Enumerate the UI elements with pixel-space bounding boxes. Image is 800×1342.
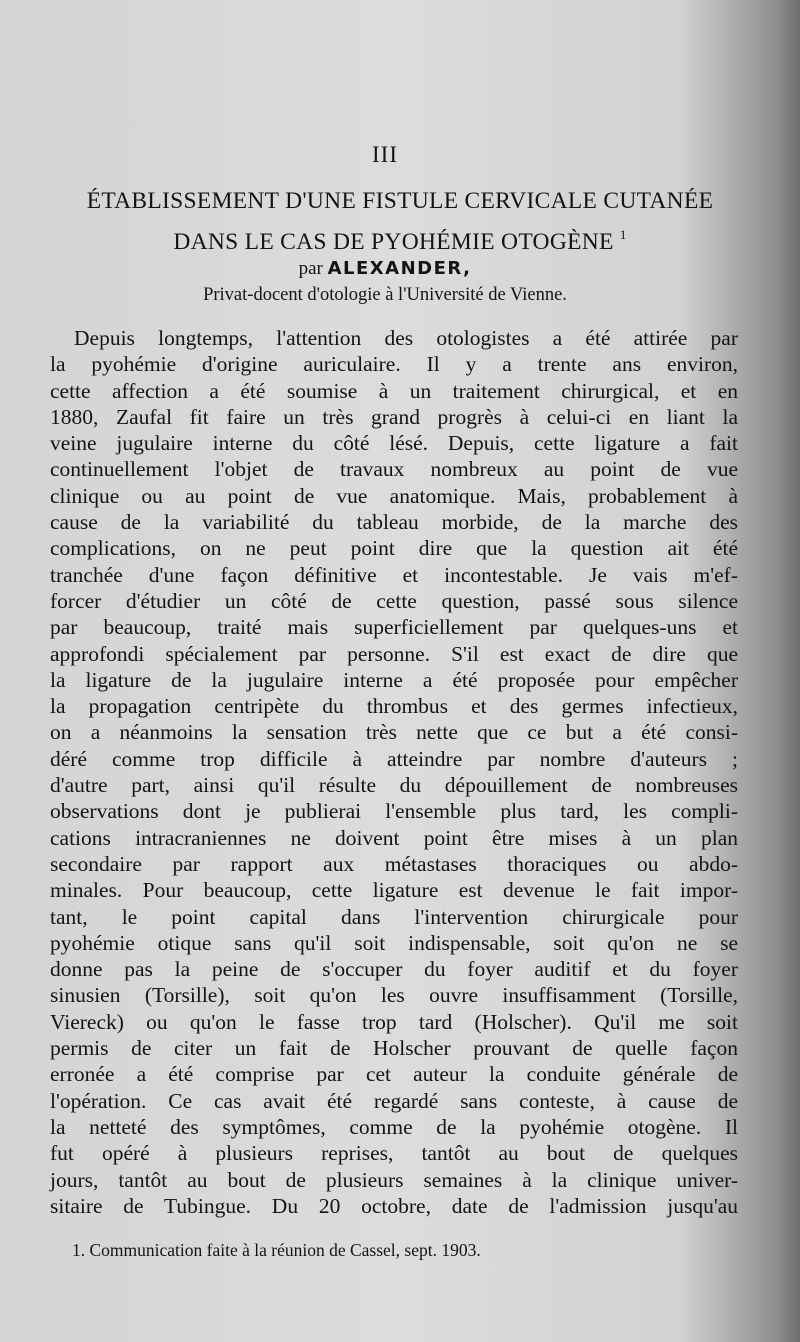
body-line: la pyohémie d'origine auriculaire. Il y a trente ans environ, — [50, 352, 738, 377]
author-name: ALEXANDER, — [327, 258, 472, 279]
body-line: sitaire de Tubingue. Du 20 octobre, date de l'admission jusqu'au — [50, 1193, 738, 1218]
body-line: la ligature de la jugulaire interne a été proposée pour empêcher — [50, 667, 738, 692]
body-line: jours, tantôt au bout de plusieurs semaines à la clinique univer- — [50, 1167, 738, 1192]
body-line: complications, on ne peut point dire que la question ait été — [50, 536, 738, 561]
title-line-2-text: DANS LE CAS DE PYOHÉMIE OTOGÈNE — [173, 229, 614, 255]
body-line: secondaire par rapport aux métastases thoraciques ou abdo- — [50, 851, 738, 876]
chapter-number: III — [372, 142, 398, 167]
body-line: approfondi spécialement par personne. S'il est exact de dire que — [50, 641, 738, 666]
body-line: tant, le point capital dans l'intervention chirurgicale pour — [50, 904, 738, 929]
body-line: l'opération. Ce cas avait été regardé sans conteste, à cause de — [50, 1088, 738, 1113]
body-line: continuellement l'objet de travaux nombreux au point de vue — [50, 457, 738, 482]
body-line: forcer d'étudier un côté de cette question, passé sous silence — [50, 588, 738, 613]
body-line: donne pas la peine de s'occuper du foyer auditif et du foyer — [50, 957, 738, 982]
footnote-marker: 1 — [619, 227, 627, 242]
body-text — [50, 325, 738, 1219]
body-line: tranchée d'une façon définitive et incontestable. Je vais m'ef- — [50, 562, 738, 587]
body-line: observations dont je publierai l'ensemble plus tard, les compli- — [50, 799, 738, 824]
body-line: par beaucoup, traité mais superficiellement par quelques-uns et — [50, 615, 738, 640]
body-line: veine jugulaire interne du côté lésé. Depuis, cette ligature a fait — [50, 431, 738, 456]
body-line: la propagation centripète du thrombus et des germes infectieux, — [50, 694, 738, 719]
body-line: 1880, Zaufal fit faire un très grand progrès à celui-ci en liant la — [50, 404, 738, 429]
body-line: fut opéré à plusieurs reprises, tantôt au bout de quelques — [50, 1141, 738, 1166]
byline-prefix: par — [298, 258, 323, 279]
title-line-1: ÉTABLISSEMENT D'UNE FISTULE CERVICALE CUTANÉE — [86, 188, 714, 214]
body-line: Depuis longtemps, l'attention des otologistes a été attirée par — [74, 326, 738, 350]
body-line: cations intracraniennes ne doivent point être mises à un plan — [50, 825, 738, 850]
body-line: pyohémie otique sans qu'il soit indispensable, soit qu'on ne se — [50, 930, 738, 955]
body-line: permis de citer un fait de Holscher prouvant de quelle façon — [50, 1036, 738, 1061]
body-line: d'autre part, ainsi qu'il résulte du dépouillement de nombreuses — [50, 773, 738, 798]
body-line: la netteté des symptômes, comme de la pyohémie otogène. Il — [50, 1114, 738, 1139]
article-title — [30, 184, 770, 259]
body-line: minales. Pour beaucoup, cette ligature est devenue le fait impor- — [50, 878, 738, 903]
footnote: 1. Communication faite à la réunion de Cassel, sept. 1903. — [72, 1240, 481, 1260]
body-line: sinusien (Torsille), soit qu'on les ouvre insuffisamment (Torsille, — [50, 983, 738, 1008]
body-line: cette affection a été soumise à un traitement chirurgical, et en — [50, 378, 738, 403]
body-line: erronée a été comprise par cet auteur la conduite générale de — [50, 1062, 738, 1087]
author-affiliation: Privat-docent d'otologie à l'Université de Vienne. — [203, 285, 567, 305]
body-line: cause de la variabilité du tableau morbide, de la marche des — [50, 510, 738, 535]
title-line-2 — [30, 218, 770, 259]
body-line: déré comme trop difficile à atteindre par nombre d'auteurs ; — [50, 746, 738, 771]
byline — [0, 256, 770, 308]
body-line: on a néanmoins la sensation très nette que ce but a été consi- — [50, 720, 738, 745]
body-line: Viereck) ou qu'on le fasse trop tard (Holscher). Qu'il me soit — [50, 1009, 738, 1034]
body-line: clinique ou au point de vue anatomique. Mais, probablement à — [50, 483, 738, 508]
